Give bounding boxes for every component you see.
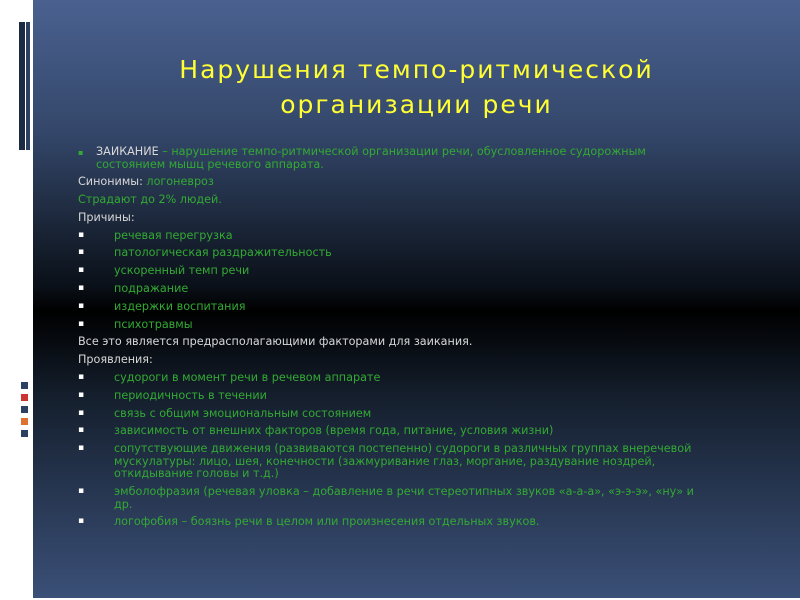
list-item <box>78 443 708 481</box>
list-item <box>78 283 708 296</box>
list-item-text: судороги в момент речи в речевом аппарате <box>114 371 381 385</box>
decorative-square <box>21 406 28 413</box>
bullet-icon: ▪ <box>78 425 85 436</box>
bullet-icon: ▪ <box>78 486 85 497</box>
list-item-text: связь с общим эмоциональным состоянием <box>114 406 372 420</box>
lead-definition: – нарушение темпо-ритмической организации речи, обусловленное судорожным состоянием мышц речевого аппарата. <box>96 145 646 171</box>
decorative-bar-accent <box>26 22 30 150</box>
bullet-icon: ▪ <box>78 300 85 311</box>
bullet-icon: ▪ <box>78 265 85 276</box>
lead-bullet-icon: ▪ <box>78 148 84 157</box>
bullet-icon: ▪ <box>78 247 85 258</box>
decorative-sidebar <box>0 0 33 600</box>
list-item-text: психотравмы <box>114 317 193 331</box>
bullet-icon: ▪ <box>78 407 85 418</box>
list-item <box>78 301 708 314</box>
bullet-icon: ▪ <box>78 283 85 294</box>
bullet-icon: ▪ <box>78 389 85 400</box>
list-item-text: периодичность в течении <box>114 388 267 402</box>
synonyms-value: логоневроз <box>142 175 214 189</box>
decorative-square <box>21 382 28 389</box>
title-line-2: организации речи <box>280 90 553 119</box>
list-item-text: речевая перегрузка <box>114 228 233 242</box>
list-item <box>78 390 708 403</box>
decorative-square <box>21 430 28 437</box>
list-item-text: издержки воспитания <box>114 299 246 313</box>
list-item <box>78 486 708 511</box>
list-item <box>78 516 708 529</box>
list-item <box>78 372 708 385</box>
predisposing-line: Все это является предрасполагающими факторами для заикания. <box>78 335 473 349</box>
lead-term: ЗАИКАНИЕ <box>96 145 159 158</box>
list-item <box>78 247 708 260</box>
synonyms-label: Синонимы: <box>78 175 143 189</box>
bullet-icon: ▪ <box>78 443 85 454</box>
lead-paragraph <box>78 146 708 171</box>
bullet-icon: ▪ <box>78 372 85 383</box>
manifestations-list <box>78 372 708 529</box>
causes-list <box>78 230 708 331</box>
title-line-1: Нарушения темпо-ритмической <box>179 55 654 84</box>
slide-title <box>33 52 800 122</box>
bullet-icon: ▪ <box>78 516 85 527</box>
list-item <box>78 265 708 278</box>
prevalence-line: Страдают до 2% людей. <box>78 193 222 207</box>
list-item <box>78 425 708 438</box>
list-item <box>78 408 708 421</box>
list-item-text: эмболофразия (речевая уловка – добавление в речи стереотипных звуков «а-а-а», «э-э-э», «ну» и др. <box>114 485 694 511</box>
decorative-bar <box>19 22 25 150</box>
list-item-text: сопутствующие движения (развиваются постепенно) судороги в различных группах внеречевой мускулатуры: лицо, шея, конечности (зажмуривание глаз, моргание, раздувание ноздрей, откидывание головы и т.д.) <box>114 442 692 481</box>
list-item-text: подражание <box>114 282 189 296</box>
causes-label: Причины: <box>78 210 135 224</box>
manifestations-label: Проявления: <box>78 353 153 367</box>
list-item <box>78 230 708 243</box>
list-item-text: патологическая раздражительность <box>114 246 332 260</box>
decorative-square-orange <box>21 418 28 425</box>
list-item-text: логофобия – боязнь речи в целом или произнесения отдельных звуков. <box>114 515 540 529</box>
bullet-icon: ▪ <box>78 318 85 329</box>
slide-content <box>78 146 708 534</box>
list-item <box>78 319 708 332</box>
list-item-text: зависимость от внешних факторов (время года, питание, условия жизни) <box>114 424 554 438</box>
decorative-square-red <box>21 394 28 401</box>
list-item-text: ускоренный темп речи <box>114 264 250 278</box>
bullet-icon: ▪ <box>78 229 85 240</box>
synonyms-line <box>78 176 708 189</box>
